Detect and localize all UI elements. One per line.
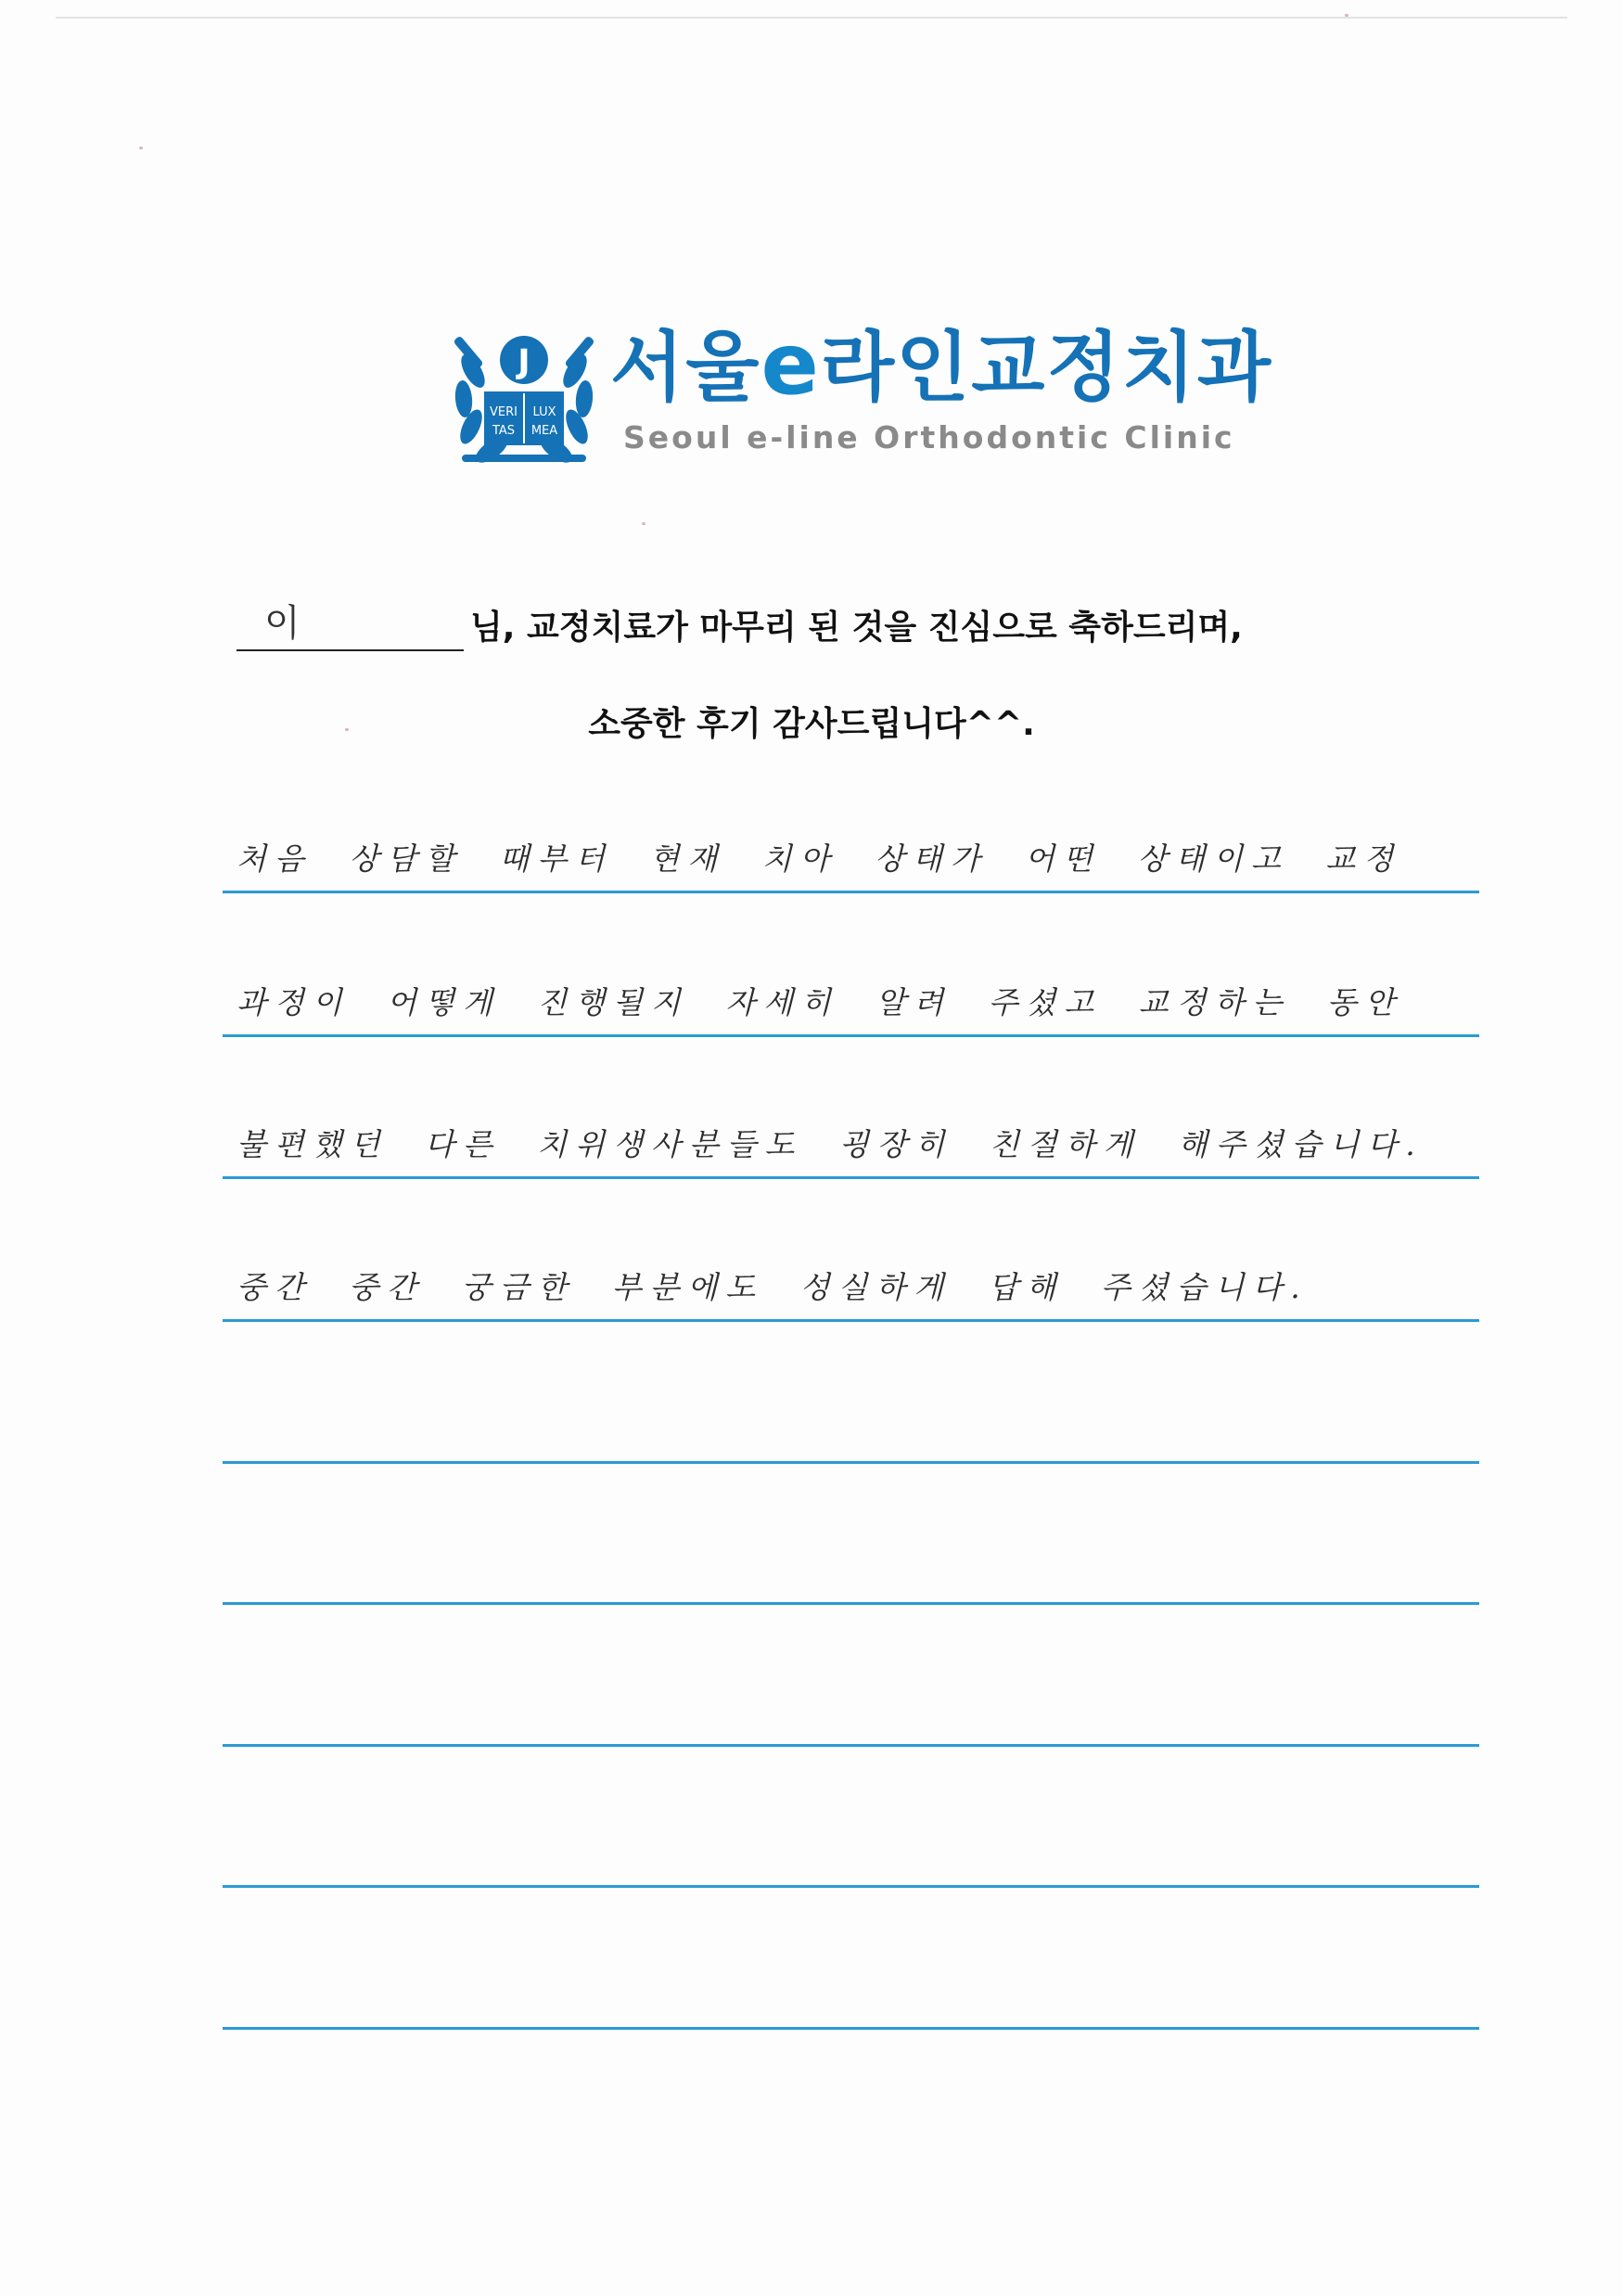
clinic-logo <box>445 314 1273 473</box>
review-handwriting-line: 처음 상담할 때부터 현재 치아 상태가 어떤 상태이고 교정 <box>236 840 1402 877</box>
svg-text:J: J <box>518 343 530 381</box>
svg-text:VERI: VERI <box>490 405 518 419</box>
greeting-line-2: 소중한 후기 감사드립니다^^. <box>588 705 1035 743</box>
ruled-line <box>223 1602 1479 1605</box>
university-seal-icon <box>445 315 603 473</box>
clinic-name-korean: 서울e라인교정치과 <box>610 314 1273 414</box>
greeting-line-1 <box>236 594 1442 659</box>
greeting-text: 님, 교정치료가 마무리 된 것을 진심으로 축하드리며, <box>470 609 1243 647</box>
ruled-line <box>223 1744 1479 1747</box>
patient-name-handwritten: 이 <box>264 602 300 645</box>
ruled-line <box>223 1885 1479 1888</box>
scan-speck <box>1345 14 1348 17</box>
review-handwriting-line: 중간 중간 궁금한 부분에도 성실하게 답해 주셨습니다. <box>236 1269 1309 1305</box>
ruled-line <box>223 1176 1479 1179</box>
ruled-line <box>223 1461 1479 1464</box>
clinic-name-english: Seoul e-line Orthodontic Clinic <box>623 419 1235 455</box>
ruled-line <box>223 891 1479 893</box>
review-handwriting-line: 불편했던 다른 치위생사분들도 굉장히 친절하게 해주셨습니다. <box>236 1126 1424 1162</box>
scan-top-edge <box>56 17 1567 19</box>
ruled-line <box>223 1319 1479 1322</box>
scan-speck <box>139 147 143 149</box>
svg-text:TAS: TAS <box>492 424 516 438</box>
ruled-line <box>223 1034 1479 1037</box>
svg-text:MEA: MEA <box>530 424 558 438</box>
review-handwriting-line: 과정이 어떻게 진행될지 자세히 알려 주셨고 교정하는 동안 <box>236 984 1403 1020</box>
scan-speck <box>642 522 645 525</box>
ruled-line <box>223 2027 1479 2030</box>
svg-text:LUX: LUX <box>532 405 556 419</box>
